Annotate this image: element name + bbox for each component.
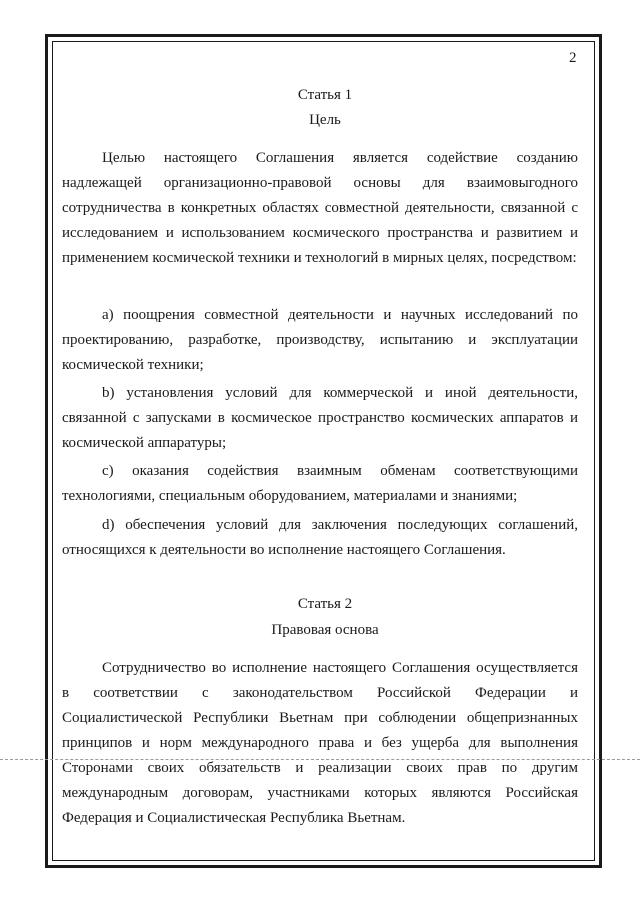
article-2-body: Сотрудничество во исполнение настоящего Соглашения осуществляется в соответствии с законодательством Российской Федерации и Социалистической Республики Вьетнам при соблюдении общепризнанных принципов и норм международного права и без ущерба для выполнения Сторонами своих обязательств и реализации своих прав по другим международным договорам, участниками которых являются Российская Федерация и Социалистическая Республика Вьетнам. <box>62 660 578 826</box>
article-1-item-d: d) обеспечения условий для заключения последующих соглашений, относящихся к деятельности во исполнение настоящего Соглашения. <box>62 517 578 558</box>
scan-artifact-line <box>0 759 640 760</box>
article-1-heading: Статья 1 <box>297 87 353 103</box>
page-number: 2 <box>569 50 577 66</box>
article-1-title: Цель <box>309 112 341 128</box>
article-2-heading: Статья 2 <box>297 596 353 612</box>
article-1-item-b: b) установления условий для коммерческой и иной деятельности, связанной с запусками в космическое пространство космических аппаратов и космической аппаратуры; <box>62 385 578 451</box>
article-1-item-c: c) оказания содействия взаимным обменам соответствующими технологиями, специальным оборудованием, материалами и знаниями; <box>62 463 578 504</box>
article-1-item-a: a) поощрения совместной деятельности и научных исследований по проектированию, разработке, производству, испытанию и эксплуатации космической техники; <box>62 307 578 373</box>
article-1-intro: Целью настоящего Соглашения является содействие созданию надлежащей организационно-правовой основы для взаимовыгодного сотрудничества в конкретных областях совместной деятельности, связанной с исследованием и использованием космического пространства и развитием и применением космической техники и технологий в мирных целях, посредством: <box>62 150 578 266</box>
article-2-title: Правовая основа <box>271 622 379 638</box>
